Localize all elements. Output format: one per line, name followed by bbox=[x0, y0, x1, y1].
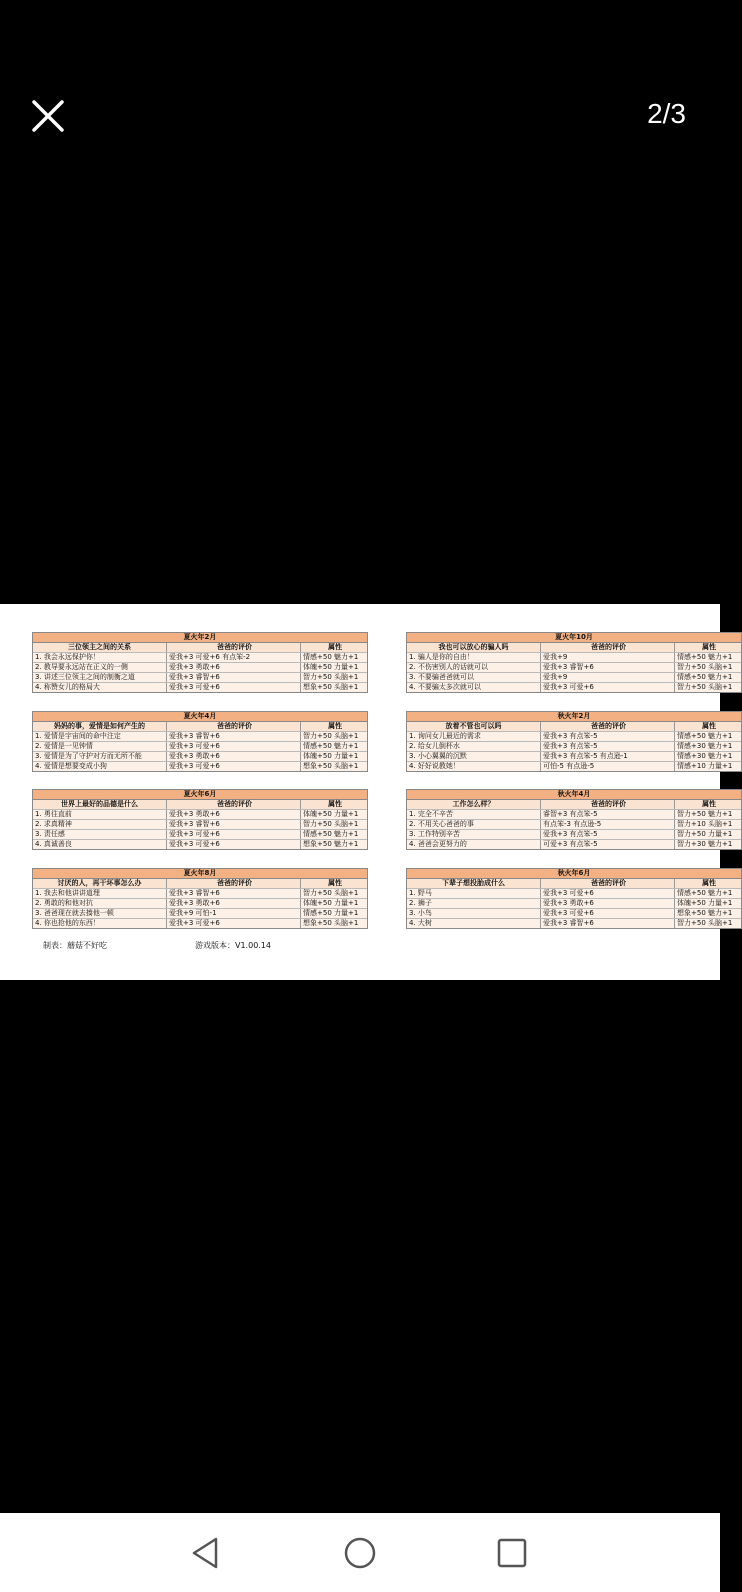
answer-cell: 1. 爱情是宇宙间的命中注定 bbox=[33, 732, 167, 741]
column-header-evaluation: 爸爸的评价 bbox=[167, 722, 301, 731]
evaluation-cell: 爱我+3 可爱+6 bbox=[167, 762, 301, 771]
evaluation-cell: 爱我+3 可爱+6 bbox=[167, 840, 301, 849]
evaluation-cell: 爱我+9 可怕-1 bbox=[167, 909, 301, 918]
attribute-cell: 智力+30 魅力+1 bbox=[677, 840, 733, 848]
table-question: 讨厌的人，再干坏事怎么办 bbox=[33, 879, 167, 888]
evaluation-cell: 爱我+3 睿智+6 bbox=[167, 820, 301, 829]
table-title: 夏火年2月 bbox=[33, 633, 367, 643]
table-row bbox=[33, 889, 367, 899]
attribute-cell: 情感+50 魅力+1 bbox=[677, 889, 733, 897]
dialogue-table bbox=[32, 711, 368, 772]
answer-cell: 2. 勇敢的和他对抗 bbox=[33, 899, 167, 908]
table-row bbox=[407, 663, 741, 673]
evaluation-cell: 有点笨-3 有点逊-5 bbox=[541, 820, 675, 829]
answer-cell: 2. 爱情是一见钟情 bbox=[33, 742, 167, 751]
table-row bbox=[33, 663, 367, 673]
attribute-cell: 智力+50 头脑+1 bbox=[303, 732, 359, 740]
table-row bbox=[33, 820, 367, 830]
table-row bbox=[33, 742, 367, 752]
evaluation-cell: 爱我+3 睿智+6 bbox=[541, 919, 675, 928]
table-row bbox=[33, 830, 367, 840]
game-version: 游戏版本：V1.00.14 bbox=[195, 941, 272, 950]
answer-cell: 3. 讲述三位领主之间的制衡之道 bbox=[33, 673, 167, 682]
attribute-cell: 想象+50 头脑+1 bbox=[303, 919, 359, 927]
attribute-cell: 情感+30 魅力+1 bbox=[677, 742, 733, 750]
answer-cell: 2. 不用关心爸爸的事 bbox=[407, 820, 541, 829]
back-button[interactable] bbox=[186, 1533, 226, 1573]
table-question: 妈妈的事，爱情是如何产生的 bbox=[33, 722, 167, 731]
dialogue-table bbox=[32, 789, 368, 850]
evaluation-cell: 爱我+3 勇敢+6 bbox=[167, 752, 301, 761]
answer-cell: 4. 你也抢他的东西！ bbox=[33, 919, 167, 928]
answer-cell: 3. 小鸟 bbox=[407, 909, 541, 918]
attribute-cell: 情感+30 魅力+1 bbox=[677, 752, 733, 760]
column-header-attribute: 属性 bbox=[702, 643, 716, 651]
evaluation-cell: 爱我+3 可爱+6 bbox=[167, 683, 301, 692]
table-title: 夏火年4月 bbox=[33, 712, 367, 722]
column-header-attribute: 属性 bbox=[328, 722, 342, 730]
answer-cell: 4. 真诚善良 bbox=[33, 840, 167, 849]
answer-cell: 3. 责任感 bbox=[33, 830, 167, 839]
column-header-evaluation: 爸爸的评价 bbox=[541, 722, 675, 731]
answer-cell: 1. 完全不辛苦 bbox=[407, 810, 541, 819]
table-row bbox=[407, 810, 741, 820]
attribute-cell: 想象+50 头脑+1 bbox=[303, 762, 359, 770]
author-credit: 制表：蘑菇不好吃 bbox=[43, 941, 107, 950]
table-row bbox=[407, 919, 741, 928]
answer-cell: 3. 爱情是为了守护对方而无所不能 bbox=[33, 752, 167, 761]
attribute-cell: 体魄+50 力量+1 bbox=[303, 663, 359, 671]
attribute-cell: 想象+50 魅力+1 bbox=[303, 840, 359, 848]
evaluation-cell: 爱我+3 可爱+6 bbox=[167, 742, 301, 751]
attribute-cell: 智力+50 头脑+1 bbox=[303, 673, 359, 681]
answer-cell: 2. 不伤害别人的话就可以 bbox=[407, 663, 541, 672]
table-header-row bbox=[407, 643, 741, 653]
table-question: 三位领主之间的关系 bbox=[33, 643, 167, 652]
attribute-cell: 想象+50 魅力+1 bbox=[677, 909, 733, 917]
table-row bbox=[33, 732, 367, 742]
table-header-row bbox=[407, 879, 741, 889]
dialogue-table bbox=[406, 868, 742, 929]
evaluation-cell: 爱我+3 可爱+6 bbox=[167, 919, 301, 928]
dialogue-table bbox=[32, 868, 368, 929]
answer-cell: 4. 好好说教她！ bbox=[407, 762, 541, 771]
table-header-row bbox=[33, 722, 367, 732]
answer-cell: 3. 工作特别辛苦 bbox=[407, 830, 541, 839]
attribute-cell: 智力+50 力量+1 bbox=[677, 830, 733, 838]
table-title: 夏火年10月 bbox=[407, 633, 741, 643]
attribute-cell: 智力+50 头脑+1 bbox=[677, 683, 733, 691]
evaluation-cell: 可怕-5 有点逊-5 bbox=[541, 762, 675, 771]
attribute-cell: 情感+10 力量+1 bbox=[677, 762, 733, 770]
attribute-cell: 想象+50 头脑+1 bbox=[303, 683, 359, 691]
answer-cell: 1. 野马 bbox=[407, 889, 541, 898]
table-question: 工作怎么样？ bbox=[407, 800, 541, 809]
attribute-cell: 体魄+50 力量+1 bbox=[677, 899, 733, 907]
evaluation-cell: 爱我+9 bbox=[541, 673, 675, 682]
attribute-cell: 智力+50 头脑+1 bbox=[677, 663, 733, 671]
column-header-evaluation: 爸爸的评价 bbox=[541, 643, 675, 652]
table-row bbox=[407, 830, 741, 840]
dialogue-table bbox=[406, 711, 742, 772]
evaluation-cell: 爱我+3 睿智+6 bbox=[167, 673, 301, 682]
evaluation-cell: 爱我+9 bbox=[541, 653, 675, 662]
table-row bbox=[407, 762, 741, 771]
table-title: 夏火年6月 bbox=[33, 790, 367, 800]
dialogue-table bbox=[32, 632, 368, 693]
attribute-cell: 智力+10 头脑+1 bbox=[677, 820, 733, 828]
recents-square-icon bbox=[492, 1533, 532, 1573]
home-button[interactable] bbox=[340, 1533, 380, 1573]
evaluation-cell: 爱我+3 可爱+6 bbox=[167, 830, 301, 839]
home-circle-icon bbox=[340, 1533, 380, 1573]
table-row bbox=[33, 919, 367, 928]
table-row bbox=[33, 653, 367, 663]
evaluation-cell: 可爱+3 有点笨-5 bbox=[541, 840, 675, 849]
column-header-attribute: 属性 bbox=[328, 800, 342, 808]
table-row bbox=[407, 673, 741, 683]
table-question: 世界上最好的品德是什么 bbox=[33, 800, 167, 809]
attribute-cell: 智力+50 头脑+1 bbox=[677, 919, 733, 927]
answer-cell: 1. 骗人是你的自由！ bbox=[407, 653, 541, 662]
table-row bbox=[407, 752, 741, 762]
table-header-row bbox=[407, 722, 741, 732]
evaluation-cell: 爱我+3 有点笨-5 bbox=[541, 742, 675, 751]
column-header-evaluation: 爸爸的评价 bbox=[541, 879, 675, 888]
table-title: 秋火年6月 bbox=[407, 869, 741, 879]
attribute-cell: 体魄+50 力量+1 bbox=[303, 810, 359, 818]
answer-cell: 4. 大树 bbox=[407, 919, 541, 928]
answer-cell: 4. 爸爸会更努力的 bbox=[407, 840, 541, 849]
attribute-cell: 情感+50 魅力+1 bbox=[677, 673, 733, 681]
close-button[interactable] bbox=[28, 96, 68, 136]
table-title: 秋火年2月 bbox=[407, 712, 741, 722]
table-row bbox=[407, 840, 741, 849]
dialogue-table bbox=[406, 632, 742, 693]
evaluation-cell: 爱我+3 有点笨-5 有点逊-1 bbox=[541, 752, 675, 761]
answer-cell: 2. 给女儿倒杯水 bbox=[407, 742, 541, 751]
table-row bbox=[33, 683, 367, 692]
answer-cell: 2. 教导要永远站在正义的一侧 bbox=[33, 663, 167, 672]
close-icon bbox=[28, 96, 68, 136]
answer-cell: 1. 询问女儿最近的需求 bbox=[407, 732, 541, 741]
column-header-evaluation: 爸爸的评价 bbox=[167, 879, 301, 888]
attribute-cell: 情感+50 魅力+1 bbox=[303, 830, 359, 838]
answer-cell: 1. 我会永远保护你！ bbox=[33, 653, 167, 662]
table-header-row bbox=[33, 643, 367, 653]
answer-cell: 3. 爸爸现在就去揍他一顿 bbox=[33, 909, 167, 918]
image-counter: 2/3 bbox=[647, 98, 686, 129]
table-row bbox=[33, 752, 367, 762]
column-header-attribute: 属性 bbox=[328, 879, 342, 887]
answer-cell: 4. 不要骗太多次就可以 bbox=[407, 683, 541, 692]
table-row bbox=[33, 673, 367, 683]
answer-cell: 2. 求真精神 bbox=[33, 820, 167, 829]
dialogue-table bbox=[406, 789, 742, 850]
attribute-cell: 情感+50 魅力+1 bbox=[303, 653, 359, 661]
viewer-top-bar bbox=[0, 0, 720, 230]
table-title: 夏火年8月 bbox=[33, 869, 367, 879]
table-question: 我也可以放心的骗人吗 bbox=[407, 643, 541, 652]
table-title: 秋火年4月 bbox=[407, 790, 741, 800]
table-question: 放着不管也可以吗 bbox=[407, 722, 541, 731]
table-row bbox=[407, 742, 741, 752]
evaluation-cell: 爱我+3 睿智+6 bbox=[167, 889, 301, 898]
evaluation-cell: 爱我+3 勇敢+6 bbox=[541, 899, 675, 908]
column-header-attribute: 属性 bbox=[702, 800, 716, 808]
evaluation-cell: 爱我+3 有点笨-5 bbox=[541, 830, 675, 839]
table-row bbox=[33, 840, 367, 849]
column-header-evaluation: 爸爸的评价 bbox=[541, 800, 675, 809]
table-row bbox=[33, 762, 367, 771]
system-nav-bar bbox=[0, 1513, 720, 1592]
evaluation-cell: 爱我+3 可爱+6 bbox=[541, 683, 675, 692]
table-row bbox=[33, 909, 367, 919]
column-header-attribute: 属性 bbox=[702, 722, 716, 730]
attribute-cell: 情感+50 魅力+1 bbox=[677, 732, 733, 740]
evaluation-cell: 爱我+3 可爱+6 有点笨-2 bbox=[167, 653, 301, 662]
evaluation-cell: 爱我+3 勇敢+6 bbox=[167, 810, 301, 819]
attribute-cell: 体魄+50 力量+1 bbox=[303, 752, 359, 760]
table-row bbox=[407, 683, 741, 692]
table-header-row bbox=[33, 879, 367, 889]
answer-cell: 1. 我去和他讲讲道理 bbox=[33, 889, 167, 898]
answer-cell: 3. 小心翼翼的沉默 bbox=[407, 752, 541, 761]
attribute-cell: 情感+50 魅力+1 bbox=[303, 742, 359, 750]
answer-cell: 3. 不要骗爸爸就可以 bbox=[407, 673, 541, 682]
back-triangle-icon bbox=[186, 1533, 226, 1573]
evaluation-cell: 爱我+3 睿智+6 bbox=[167, 732, 301, 741]
viewed-image[interactable] bbox=[0, 604, 733, 980]
evaluation-cell: 睿智+3 有点笨-5 bbox=[541, 810, 675, 819]
evaluation-cell: 爱我+3 睿智+6 bbox=[541, 663, 675, 672]
table-row bbox=[407, 732, 741, 742]
table-question: 下辈子想投胎成什么 bbox=[407, 879, 541, 888]
table-row bbox=[407, 909, 741, 919]
table-row bbox=[407, 653, 741, 663]
table-row bbox=[33, 899, 367, 909]
evaluation-cell: 爱我+3 勇敢+6 bbox=[167, 899, 301, 908]
column-header-attribute: 属性 bbox=[702, 879, 716, 887]
attribute-cell: 智力+50 头脑+1 bbox=[303, 889, 359, 897]
table-header-row bbox=[33, 800, 367, 810]
answer-cell: 4. 爱情是想要变成小狗 bbox=[33, 762, 167, 771]
answer-cell: 4. 称赞女儿的格局大 bbox=[33, 683, 167, 692]
column-header-evaluation: 爸爸的评价 bbox=[167, 643, 301, 652]
evaluation-cell: 爱我+3 可爱+6 bbox=[541, 909, 675, 918]
column-header-attribute: 属性 bbox=[328, 643, 342, 651]
answer-cell: 2. 狮子 bbox=[407, 899, 541, 908]
attribute-cell: 情感+50 力量+1 bbox=[303, 909, 359, 917]
table-row bbox=[33, 810, 367, 820]
evaluation-cell: 爱我+3 勇敢+6 bbox=[167, 663, 301, 672]
evaluation-cell: 爱我+3 可爱+6 bbox=[541, 889, 675, 898]
table-row bbox=[407, 899, 741, 909]
recents-button[interactable] bbox=[492, 1533, 532, 1573]
column-header-evaluation: 爸爸的评价 bbox=[167, 800, 301, 809]
table-header-row bbox=[407, 800, 741, 810]
table-row bbox=[407, 820, 741, 830]
attribute-cell: 体魄+50 力量+1 bbox=[303, 899, 359, 907]
attribute-cell: 智力+50 魅力+1 bbox=[677, 810, 733, 818]
answer-cell: 1. 勇往直前 bbox=[33, 810, 167, 819]
table-row bbox=[407, 889, 741, 899]
attribute-cell: 情感+50 魅力+1 bbox=[677, 653, 733, 661]
evaluation-cell: 爱我+3 有点笨-5 bbox=[541, 732, 675, 741]
attribute-cell: 智力+50 头脑+1 bbox=[303, 820, 359, 828]
